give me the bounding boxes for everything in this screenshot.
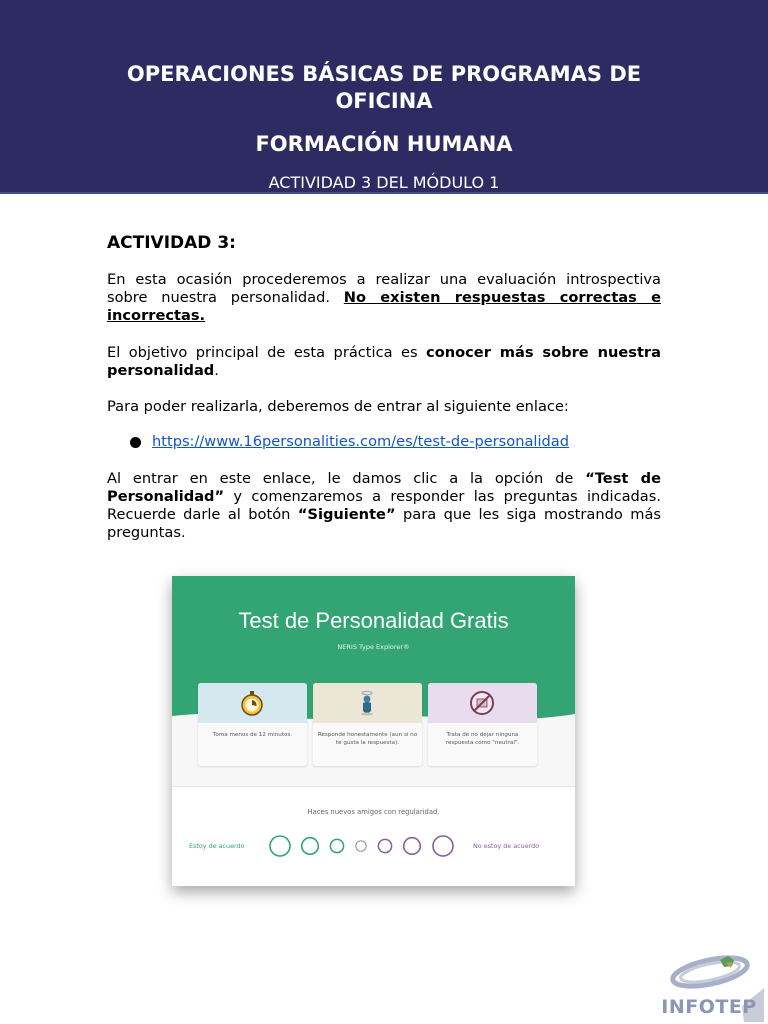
answer-option-7[interactable] — [433, 836, 453, 856]
paragraph-instructions: Para poder realizarla, deberemos de entrar al siguiente enlace: — [107, 398, 569, 415]
answer-option-6[interactable] — [404, 838, 421, 855]
document-title — [0, 61, 768, 115]
activity-heading: ACTIVIDAD 3: — [107, 233, 236, 253]
question-text: Haces nuevos amigos con regularidad. — [307, 808, 440, 816]
screenshot-subtitle: NERIS Type Explorer® — [337, 643, 410, 651]
answer-option-2[interactable] — [302, 838, 319, 855]
intro-emphasis: No existen respuestas correctas e incorrectas. — [107, 289, 661, 324]
disagree-label: No estoy de acuerdo — [473, 842, 540, 850]
steps-emphasis-next: “Siguiente” — [297, 506, 396, 523]
card-text-neutral: Trata de no dejar ninguna respuesta como "neutral". — [445, 732, 520, 746]
activity-label: ACTIVIDAD 3 DEL MÓDULO 1 — [268, 173, 500, 192]
paragraph-objective — [107, 344, 661, 380]
answer-option-1[interactable] — [270, 836, 290, 856]
screenshot-title: Test de Personalidad Gratis — [238, 608, 509, 633]
objective-end: . — [214, 362, 219, 379]
bullet-icon — [130, 437, 141, 448]
document-header — [0, 0, 768, 194]
test-screenshot — [172, 576, 575, 886]
steps-emphasis-test: “Test de Personalidad” — [107, 470, 661, 505]
steps-text-3: para que les siga mostrando más preguntas. — [107, 506, 662, 541]
personality-test-link[interactable]: https://www.16personalities.com/es/test-de-personalidad — [152, 433, 569, 450]
intro-text: En esta ocasión procederemos a realizar una evaluación introspectiva sobre nuestra personalidad. — [107, 271, 661, 306]
answer-option-4[interactable] — [356, 841, 366, 851]
answer-scale — [172, 576, 575, 886]
infotep-logo-text: INFOTEP — [661, 996, 757, 1018]
answer-option-5[interactable] — [378, 839, 391, 852]
paragraph-steps — [107, 470, 661, 542]
steps-text-1: Al entrar en este enlace, le damos clic a la opción de — [107, 470, 586, 487]
objective-emphasis: conocer más sobre nuestra personalidad — [107, 344, 661, 379]
paragraph-intro — [107, 271, 661, 325]
steps-text-2: y comenzaremos a responder las preguntas indicadas. Recuerde darle al botón — [107, 488, 661, 523]
card-text-honest: Responde honestamente (aun si no te gusta la respuesta). — [317, 732, 418, 746]
card-text-time: Toma menos de 12 minutos. — [212, 732, 293, 738]
answer-option-3[interactable] — [330, 839, 343, 852]
agree-label: Estoy de acuerdo — [189, 842, 245, 850]
title-line-1: OPERACIONES BÁSICAS DE PROGRAMAS DE — [126, 62, 642, 86]
title-line-2: OFICINA — [335, 89, 433, 113]
objective-text: El objetivo principal de esta práctica es — [107, 344, 427, 361]
document-subtitle: FORMACIÓN HUMANA — [255, 132, 513, 156]
